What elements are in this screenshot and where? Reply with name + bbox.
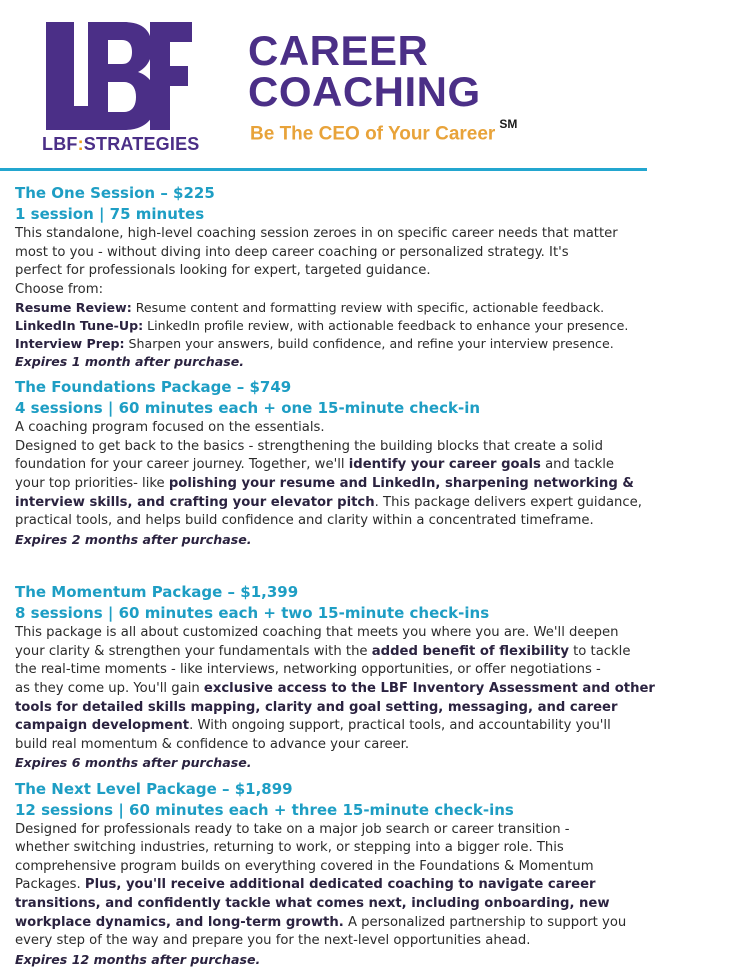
expiry-note: Expires 6 months after purchase. [15, 755, 252, 771]
package-title: The Next Level Package – $1,899 [15, 779, 293, 798]
tagline: Be The CEO of Your Career ℠ [250, 117, 518, 145]
expiry-note: Expires 2 months after purchase. [15, 531, 252, 547]
package-title: The One Session – $225 [15, 184, 215, 202]
expiry-note: Expires 12 months after purchase. [15, 951, 261, 967]
package-title: The Momentum Package – $1,399 [15, 583, 299, 602]
option-list [15, 299, 745, 352]
package-next-level [15, 779, 745, 969]
package-subtitle: 4 sessions | 60 minutes each + one 15-minute check-in [15, 399, 481, 418]
option-resume-review: Resume Review: Resume content and formatting review with specific, actionable feedback. [15, 300, 605, 316]
service-mark: SM [499, 117, 518, 131]
package-description: This package is all about customized coaching that meets you where you are. We'll deepen your clarity & strengthen your fundamentals with the added benefit of flexibility to tackle the real-time moments - like interviews, networking opportunities, or offer negotiations - as they come up. You'll gain exclusive access to the LBF Inventory Assessment and other tools for detailed skills mapping, clarity and goal setting, messaging, and career campaign development. With ongoing support, practical tools, and accountability you'll build real momentum & confidence to advance your career. [15, 625, 655, 752]
package-title: The Foundations Package – $749 [15, 378, 292, 397]
option-linkedin-tune-up: LinkedIn Tune-Up: LinkedIn profile review, with actionable feedback to enhance your presence. [15, 318, 629, 334]
package-subtitle: 8 sessions | 60 minutes each + two 15-minute check-ins [15, 604, 490, 623]
package-subtitle: 12 sessions | 60 minutes each + three 15-minute check-ins [15, 800, 514, 819]
header [0, 0, 756, 172]
package-foundations [15, 377, 745, 548]
package-momentum [15, 582, 745, 772]
header-divider [0, 168, 647, 171]
expiry-note: Expires 1 month after purchase. [15, 353, 245, 369]
package-description: Designed for professionals ready to take on a major job search or career transition - whether switching industries, returning to work, or stepping into a bigger role. This comprehensive program builds on everything covered in the Foundations & Momentum Packages. Plus, you'll receive additional dedicated coaching to navigate career transitions, and confidently tackle what comes next, including onboarding, new workplace dynamics, and long-term growth. A personalized partnership to support you every step of the way and prepare you for the next-level opportunities ahead. [15, 821, 627, 949]
package-description: A coaching program focused on the essentials. Designed to get back to the basics - strengthening the building blocks that create a solid foundation for your career journey. Together, we'll identify your career goals and tackle your top priorities- like polishing your resume and LinkedIn, sharpening networking & interview skills, and crafting your elevator pitch. This package delivers expert guidance, practical tools, and helps build confidence and clarity within a concentrated timeframe. [15, 420, 642, 529]
package-description: This standalone, high-level coaching session zeroes in on specific career needs that matter most to you - without diving into deep career coaching or personalized strategy. It's perfect for professionals looking for expert, targeted guidance. Choose from: [15, 226, 618, 297]
company-logo[interactable] [38, 22, 198, 157]
packages [15, 183, 745, 968]
option-interview-prep: Interview Prep: Sharpen your answers, build confidence, and refine your interview presence. [15, 335, 614, 351]
logo-subtitle: LBF:STRATEGIES [42, 134, 200, 154]
package-one-session [15, 183, 745, 370]
package-subtitle: 1 session | 75 minutes [15, 205, 205, 223]
page-title: CAREER COACHING [248, 27, 481, 115]
lbf-logo-mark [42, 22, 192, 130]
